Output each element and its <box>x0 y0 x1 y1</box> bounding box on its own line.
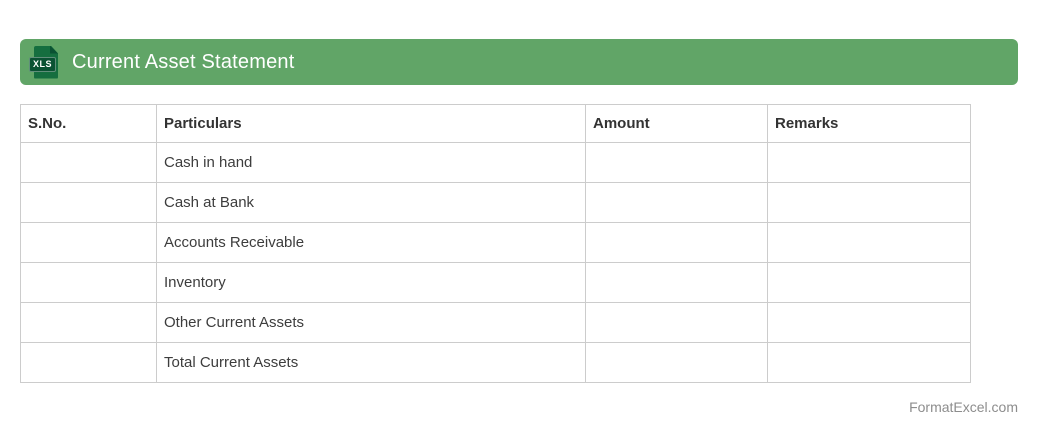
column-header-amount: Amount <box>586 105 768 143</box>
column-header-sno: S.No. <box>21 105 157 143</box>
particulars-cell: Accounts Receivable <box>157 223 586 263</box>
amount-cell <box>586 183 768 223</box>
table-row <box>21 343 971 383</box>
column-header-particulars: Particulars <box>157 105 586 143</box>
table-row <box>21 223 971 263</box>
table-row <box>21 263 971 303</box>
remarks-cell <box>768 343 971 383</box>
sno-cell <box>21 183 157 223</box>
xls-badge-label: XLS <box>29 57 56 72</box>
site-credit: FormatExcel.com <box>909 399 1018 415</box>
sno-cell <box>21 143 157 183</box>
particulars-cell: Cash in hand <box>157 143 586 183</box>
table-row <box>21 303 971 343</box>
page-title: Current Asset Statement <box>72 50 295 73</box>
particulars-cell: Inventory <box>157 263 586 303</box>
sno-cell <box>21 343 157 383</box>
remarks-cell <box>768 183 971 223</box>
sno-cell <box>21 263 157 303</box>
column-header-remarks: Remarks <box>768 105 971 143</box>
particulars-cell: Cash at Bank <box>157 183 586 223</box>
amount-cell <box>586 143 768 183</box>
xls-folded-corner <box>50 46 58 54</box>
amount-cell <box>586 343 768 383</box>
current-asset-table <box>20 104 971 383</box>
amount-cell <box>586 223 768 263</box>
table-row <box>21 183 971 223</box>
remarks-cell <box>768 143 971 183</box>
remarks-cell <box>768 303 971 343</box>
remarks-cell <box>768 223 971 263</box>
amount-cell <box>586 263 768 303</box>
xls-file-icon <box>31 46 58 79</box>
particulars-cell: Total Current Assets <box>157 343 586 383</box>
sno-cell <box>21 303 157 343</box>
remarks-cell <box>768 263 971 303</box>
table-header-row <box>21 105 971 143</box>
title-banner <box>20 39 1018 85</box>
particulars-cell: Other Current Assets <box>157 303 586 343</box>
sno-cell <box>21 223 157 263</box>
table-row <box>21 143 971 183</box>
amount-cell <box>586 303 768 343</box>
